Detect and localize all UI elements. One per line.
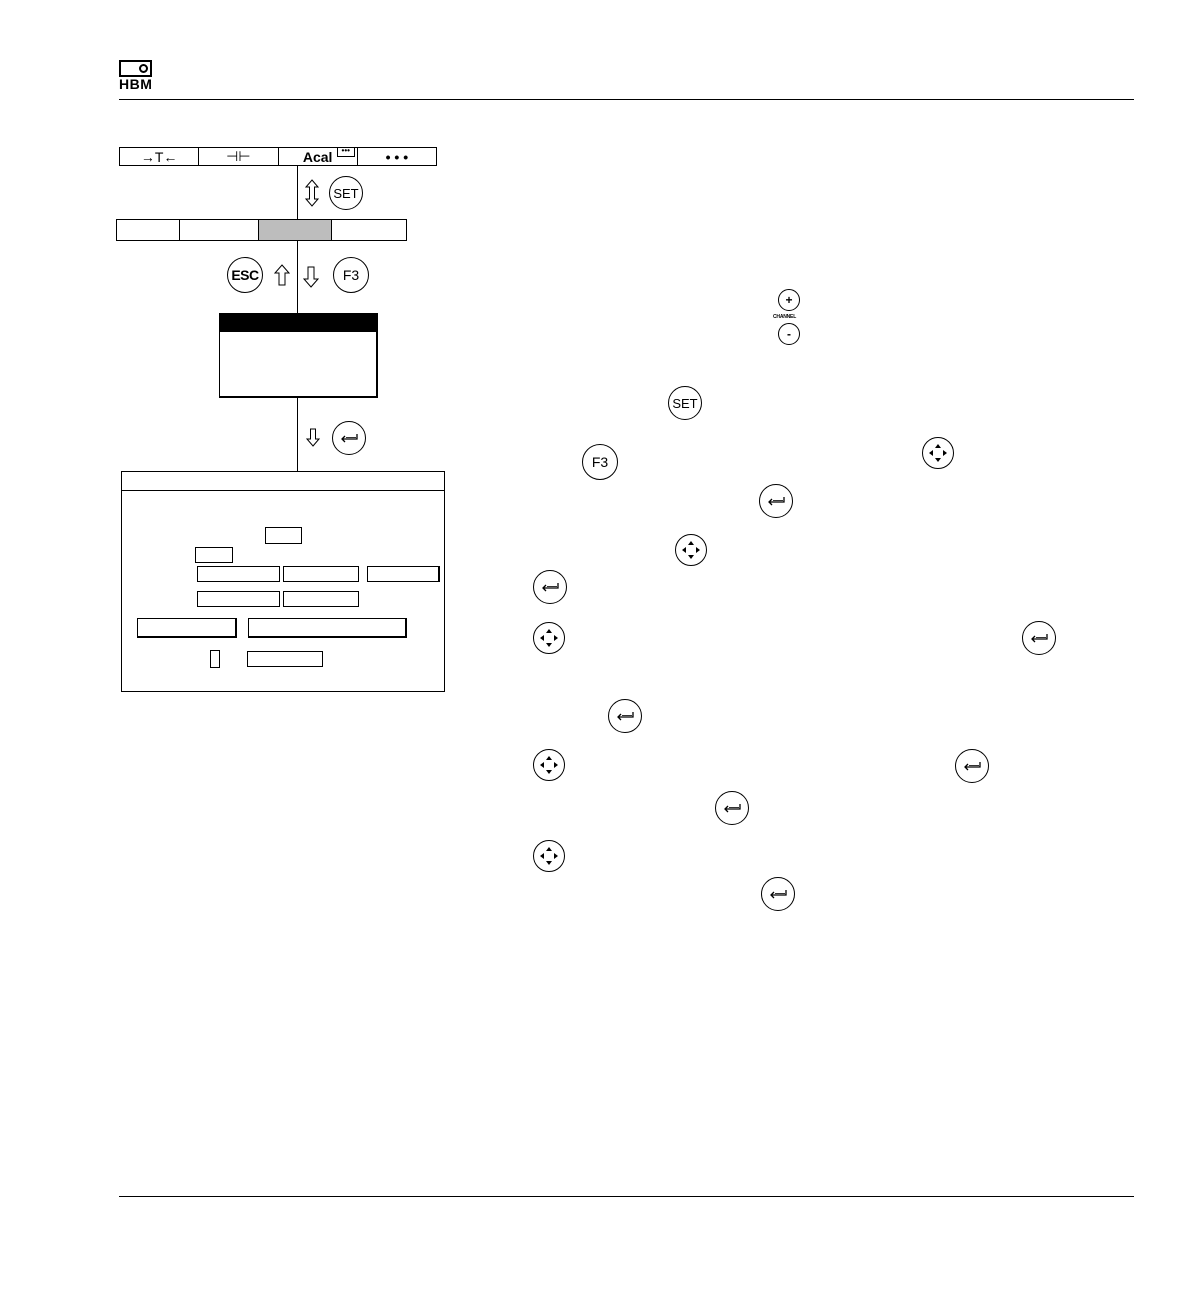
dialog-checkbox[interactable]	[210, 650, 220, 668]
more-badge-icon: •••	[337, 147, 355, 157]
enter-key-icon-6[interactable]	[715, 791, 749, 825]
up-down-arrow-icon	[305, 179, 319, 207]
enter-key-icon-2[interactable]	[533, 570, 567, 604]
enter-key[interactable]	[332, 421, 366, 455]
flow-line-1	[297, 166, 298, 219]
menu-item-2[interactable]	[180, 220, 258, 240]
enter-key-icon-4[interactable]	[608, 699, 642, 733]
f3-key-inline-label: F3	[591, 454, 609, 470]
hbm-logo	[119, 60, 155, 92]
softkey-acal[interactable]	[279, 148, 358, 165]
set-key-inline-label: SET	[672, 395, 698, 411]
dialog-field-2[interactable]	[195, 547, 233, 563]
cursor-key-icon-2[interactable]	[675, 534, 707, 566]
cursor-key-icon-1[interactable]	[922, 437, 954, 469]
enter-icon	[339, 433, 359, 443]
logo-circle	[139, 64, 148, 73]
cursor-key-icon-4[interactable]	[533, 749, 565, 781]
dialog-title-bar	[122, 472, 444, 491]
softkey-zero-tare[interactable]	[120, 148, 199, 165]
menu-bar	[116, 219, 407, 241]
esc-key-label: ESC	[231, 267, 259, 283]
channel-minus-label: -	[787, 327, 791, 341]
softkey-more[interactable]	[358, 148, 436, 165]
softkey-capacitance[interactable]	[199, 148, 278, 165]
f3-key-inline[interactable]	[582, 444, 618, 480]
popup-title-bar	[220, 314, 376, 332]
dialog-field-7[interactable]	[283, 591, 359, 607]
logo-text: HBM	[119, 76, 153, 92]
settings-dialog	[121, 471, 445, 692]
popup-menu	[219, 313, 378, 398]
enter-key-icon-7[interactable]	[761, 877, 795, 911]
f3-key[interactable]	[333, 257, 369, 293]
dialog-field-3[interactable]	[197, 566, 280, 582]
enter-key-icon-5[interactable]	[955, 749, 989, 783]
menu-item-3-selected[interactable]	[259, 220, 332, 240]
flow-line-2	[297, 241, 298, 313]
dialog-field-8[interactable]	[247, 651, 323, 667]
softkey-more-label: • • •	[385, 148, 409, 165]
softkey-bar	[119, 147, 437, 166]
flow-line-3	[297, 398, 298, 471]
menu-item-1[interactable]	[117, 220, 180, 240]
down-arrow-icon	[303, 266, 319, 288]
up-arrow-icon	[274, 264, 290, 286]
dialog-field-4[interactable]	[283, 566, 359, 582]
footer-rule	[119, 1196, 1134, 1197]
enter-key-icon-3[interactable]	[1022, 621, 1056, 655]
set-key-label: SET	[333, 185, 359, 201]
softkey-acal-label: Acal	[302, 148, 333, 165]
down-arrow-icon-2	[306, 428, 320, 447]
cursor-key-icon-3[interactable]	[533, 622, 565, 654]
esc-key[interactable]	[227, 257, 263, 293]
header-rule	[119, 99, 1134, 100]
softkey-zero-tare-label: →T←	[140, 148, 178, 165]
cursor-key-icon-5[interactable]	[533, 840, 565, 872]
channel-label: CHANNEL	[773, 314, 797, 320]
dialog-field-5[interactable]	[367, 566, 440, 582]
softkey-capacitance-label: ⊣⊢	[226, 148, 251, 164]
dialog-field-1[interactable]	[265, 527, 302, 544]
channel-plus-key[interactable]	[778, 289, 800, 311]
dialog-field-6[interactable]	[197, 591, 280, 607]
f3-key-label: F3	[342, 267, 360, 283]
enter-key-icon-1[interactable]	[759, 484, 793, 518]
dialog-button-1[interactable]	[137, 618, 237, 638]
channel-plus-label: +	[785, 293, 793, 307]
set-key-inline[interactable]	[668, 386, 702, 420]
channel-minus-key[interactable]	[778, 323, 800, 345]
set-key[interactable]	[329, 176, 363, 210]
menu-item-4[interactable]	[332, 220, 406, 240]
dialog-button-2[interactable]	[248, 618, 407, 638]
